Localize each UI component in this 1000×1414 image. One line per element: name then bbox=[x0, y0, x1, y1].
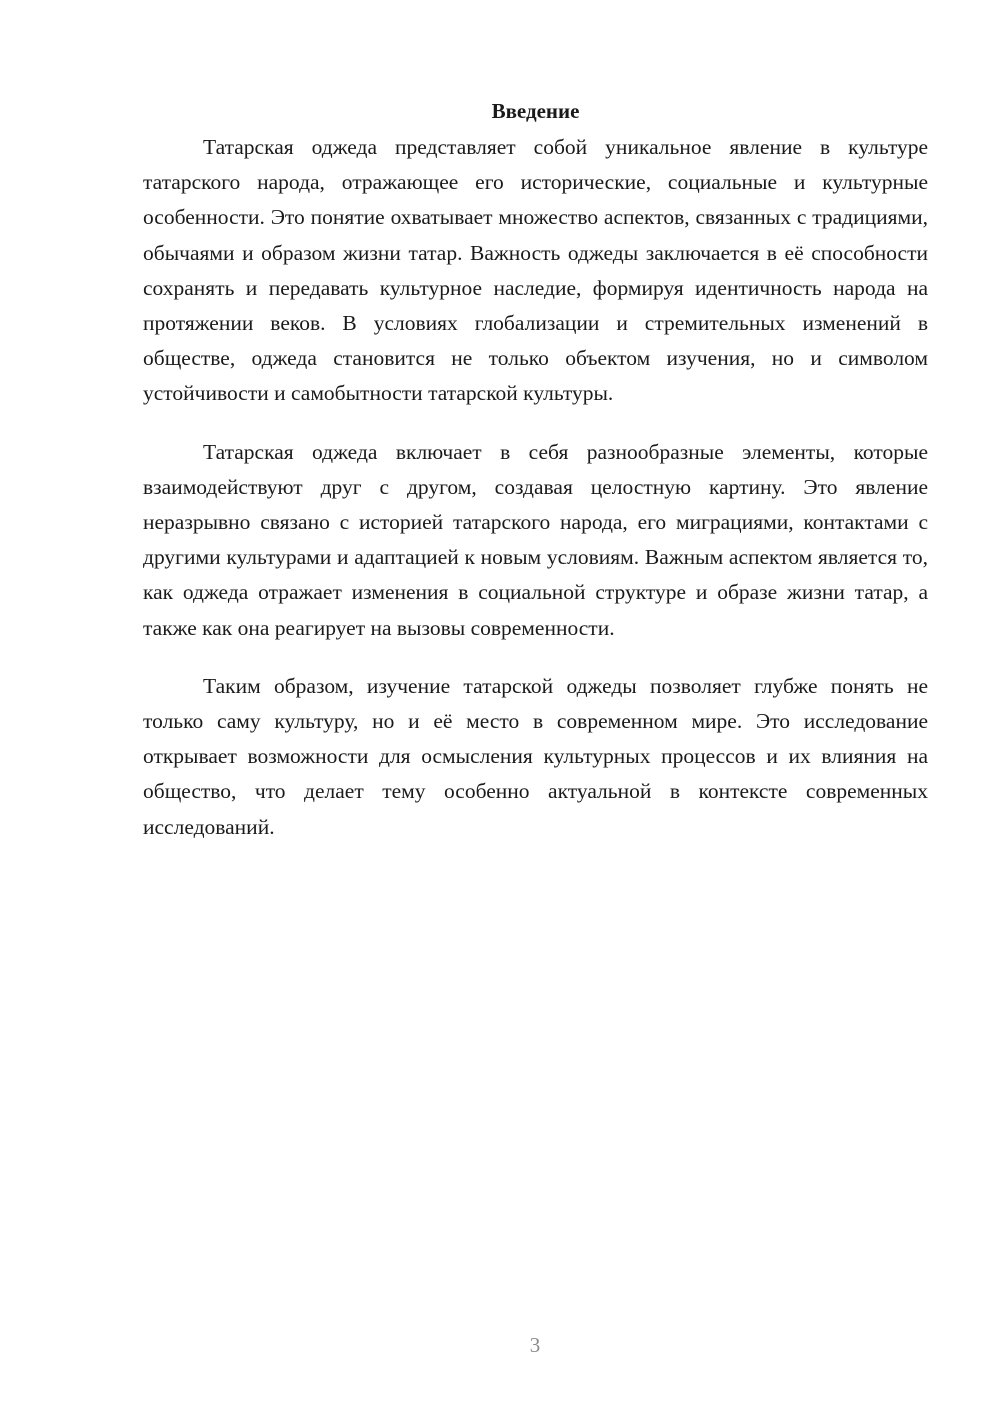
paragraph-1: Татарская оджеда представляет собой уникальное явление в культуре татарского народа, отражающее его исторические, социальные и культурные особенности. Это понятие охватывает множество аспектов, связанных с традициями, обычаями и образом жизни татар. Важность оджеды заключается в её способности сохранять и передавать культурное наследие, формируя идентичность народа на протяжении веков. В условиях глобализации и стремительных изменений в обществе, оджеда становится не только объектом изучения, но и символом устойчивости и самобытности татарской культуры. bbox=[143, 135, 928, 406]
paragraph-3: Таким образом, изучение татарской оджеды позволяет глубже понять не только саму культуру, но и её место в современном мире. Это исследование открывает возможности для осмысления культурных процессов и их влияния на общество, что делает тему особенно актуальной в контексте современных исследований. bbox=[143, 673, 928, 839]
page-number: 3 bbox=[529, 1333, 541, 1357]
paragraph-2: Татарская оджеда включает в себя разнообразные элементы, которые взаимодействуют друг с другом, создавая целостную картину. Это явление неразрывно связано с историей татарского народа, его миграциями, контактами с другими культурами и адаптацией к новым условиям. Важным аспектом является то, как оджеда отражает изменения в социальной структуре и образе жизни татар, а также как она реагирует на вызовы современности. bbox=[143, 439, 928, 640]
section-heading: Введение bbox=[491, 99, 580, 123]
page-content bbox=[143, 96, 928, 868]
